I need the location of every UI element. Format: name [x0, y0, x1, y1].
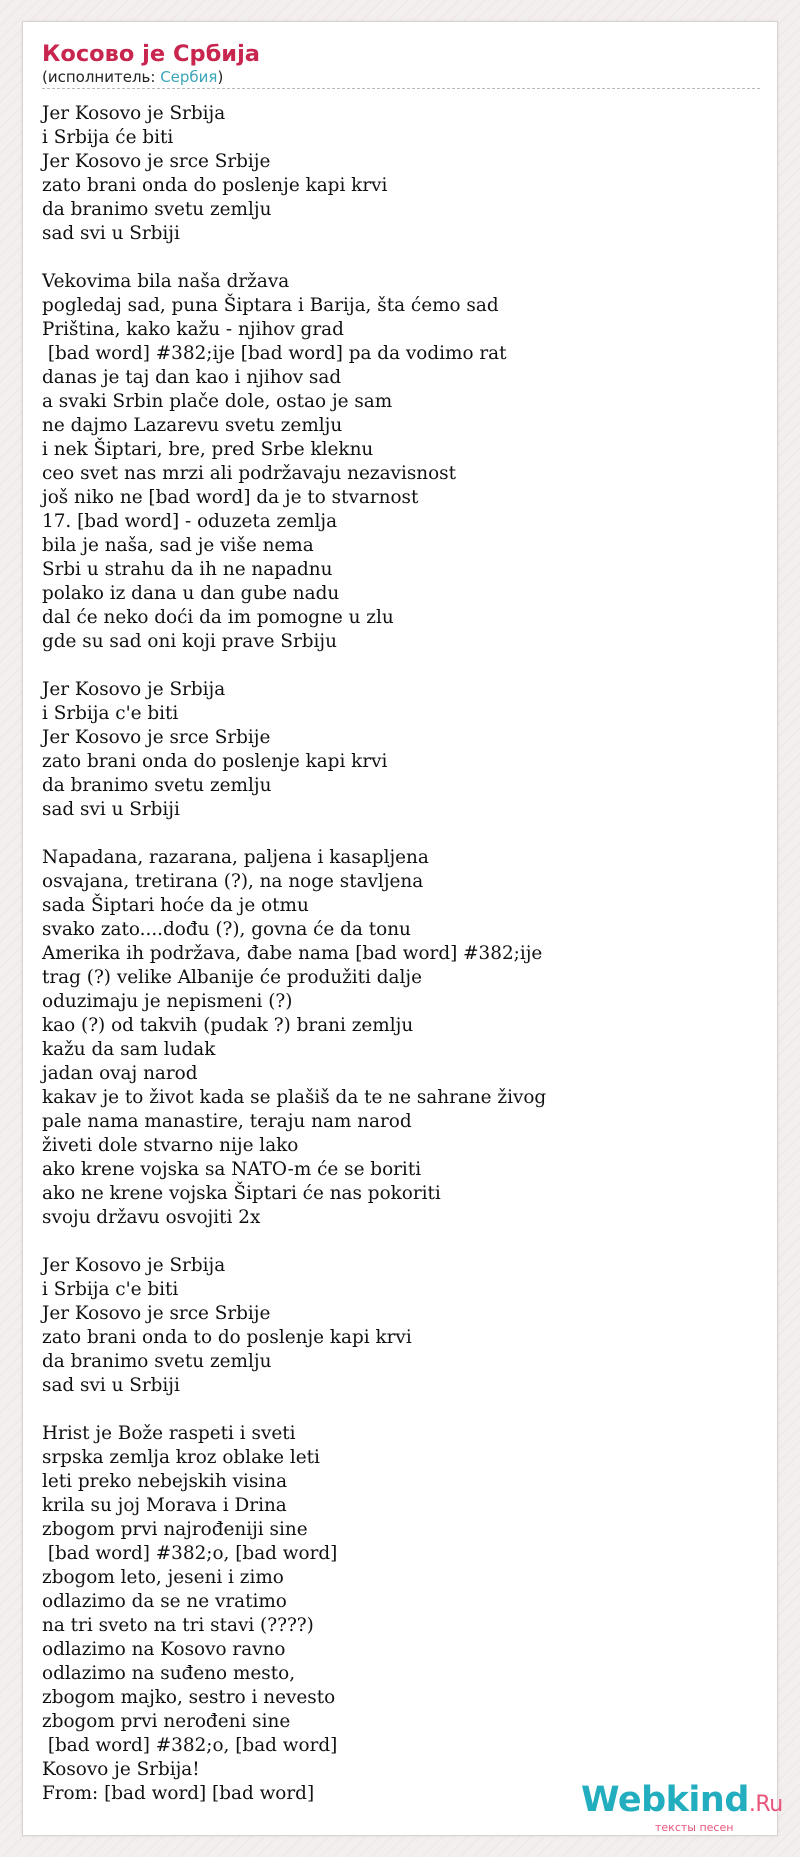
- lyrics-card: [22, 21, 783, 1836]
- webkind-watermark: [581, 1780, 783, 1834]
- song-title: Косово је Србија: [42, 41, 260, 67]
- lyric-line: sad svi u Srbiji: [42, 1375, 180, 1396]
- lyric-line: odlazimo da se ne vratimo: [42, 1591, 287, 1612]
- lyric-line: krila su joj Morava i Drina: [42, 1495, 287, 1516]
- lyric-line: sada Šiptari hoće da je otmu: [42, 895, 309, 916]
- lyric-line: zato brani onda do poslenje kapi krvi: [42, 751, 388, 772]
- lyric-line: leti preko nebejskih visina: [42, 1471, 288, 1492]
- lyric-line: odlazimo na Kosovo ravno: [42, 1639, 286, 1660]
- lyric-line: sad svi u Srbiji: [42, 223, 180, 244]
- lyric-line: 17. [bad word] - oduzeta zemlja: [42, 511, 338, 532]
- lyric-line: odlazimo na suđeno mesto,: [42, 1663, 296, 1684]
- lyric-line: na tri sveto na tri stavi (????): [42, 1615, 314, 1636]
- lyric-line: srpska zemlja kroz oblake leti: [42, 1447, 320, 1468]
- lyric-line: Jer Kosovo je srce Srbije: [42, 1303, 271, 1324]
- lyric-line: [bad word] #382;o, [bad word]: [42, 1735, 338, 1756]
- lyric-line: ceo svet nas mrzi ali podržavaju nezavisnost: [42, 463, 457, 484]
- lyric-line: kažu da sam ludak: [42, 1039, 216, 1060]
- lyric-line: gde su sad oni koji prave Srbiju: [42, 631, 337, 652]
- artist-suffix: ): [217, 68, 224, 86]
- lyric-line: Jer Kosovo je Srbija: [42, 679, 226, 700]
- lyric-line: zbogom prvi najrođeniji sine: [42, 1519, 308, 1540]
- lyric-line: i Srbija c'e biti: [42, 1279, 179, 1300]
- lyric-line: bila je naša, sad je više nema: [42, 535, 314, 556]
- lyric-line: i Srbija c'e biti: [42, 703, 179, 724]
- lyric-line: pale nama manastire, teraju nam narod: [42, 1111, 412, 1132]
- lyric-line: svako zato....dođu (?), govna će da tonu: [42, 919, 411, 940]
- lyric-line: [bad word] #382;ije [bad word] pa da vodimo rat: [42, 343, 507, 364]
- stanza-gap: [42, 1230, 762, 1254]
- lyric-line: osvajana, tretirana (?), na noge stavljena: [42, 871, 424, 892]
- lyric-line: ako krene vojska sa NATO-m će se boriti: [42, 1159, 422, 1180]
- lyrics-body: [42, 102, 762, 1806]
- lyric-line: Jer Kosovo je Srbija: [42, 103, 226, 124]
- lyric-line: a svaki Srbin plače dole, ostao je sam: [42, 391, 393, 412]
- webkind-logo: [581, 1780, 783, 1822]
- lyric-line: oduzimaju je nepismeni (?): [42, 991, 293, 1012]
- lyric-line: Jer Kosovo je Srbija: [42, 1255, 226, 1276]
- lyric-line: Napadana, razarana, paljena i kasapljena: [42, 847, 429, 868]
- webkind-tld: .Ru: [748, 1792, 783, 1817]
- lyric-line: zbogom prvi nerođeni sine: [42, 1711, 291, 1732]
- stanza-gap: [42, 1398, 762, 1422]
- lyric-line: Kosovo je Srbija!: [42, 1759, 200, 1780]
- lyric-line: zbogom leto, jeseni i zimo: [42, 1567, 284, 1588]
- lyric-line: jadan ovaj narod: [42, 1063, 198, 1084]
- stanza-gap: [42, 246, 762, 270]
- stanza-gap: [42, 654, 762, 678]
- lyric-line: Priština, kako kažu - njihov grad: [42, 319, 344, 340]
- lyric-line: polako iz dana u dan gube nadu: [42, 583, 340, 604]
- lyric-line: danas je taj dan kao i njihov sad: [42, 367, 342, 388]
- lyric-line: pogledaj sad, puna Šiptara i Barija, šta ćemo sad: [42, 295, 499, 316]
- lyric-line: Amerika ih podržava, đabe nama [bad word] #382;ije: [42, 943, 543, 964]
- lyric-line: Srbi u strahu da ih ne napadnu: [42, 559, 333, 580]
- lyric-line: i nek Šiptari, bre, pred Srbe kleknu: [42, 439, 374, 460]
- lyric-line: zbogom majko, sestro i nevesto: [42, 1687, 336, 1708]
- lyric-line: još niko ne [bad word] da je to stvarnost: [42, 487, 419, 508]
- lyric-line: sad svi u Srbiji: [42, 799, 180, 820]
- lyric-line: i Srbija će biti: [42, 127, 174, 148]
- lyric-line: zato brani onda to do poslenje kapi krvi: [42, 1327, 412, 1348]
- lyric-line: [bad word] #382;o, [bad word]: [42, 1543, 338, 1564]
- lyric-line: From: [bad word] [bad word]: [42, 1783, 315, 1804]
- song-header: [42, 40, 760, 89]
- lyric-line: da branimo svetu zemlju: [42, 775, 272, 796]
- lyric-line: ako ne krene vojska Šiptari će nas pokoriti: [42, 1183, 441, 1204]
- lyric-line: ne dajmo Lazarevu svetu zemlju: [42, 415, 343, 436]
- lyric-line: Jer Kosovo je srce Srbije: [42, 151, 271, 172]
- lyric-line: zato brani onda do poslenje kapi krvi: [42, 175, 388, 196]
- lyric-line: Jer Kosovo je srce Srbije: [42, 727, 271, 748]
- stanza-gap: [42, 822, 762, 846]
- lyric-line: da branimo svetu zemlju: [42, 199, 272, 220]
- lyric-line: Vekovima bila naša država: [42, 271, 290, 292]
- lyric-line: kao (?) od takvih (pudak ?) brani zemlju: [42, 1015, 414, 1036]
- lyric-line: dal će neko doći da im pomogne u zlu: [42, 607, 394, 628]
- artist-prefix: (исполнитель:: [42, 68, 161, 86]
- artist-link[interactable]: Сербия: [160, 68, 218, 86]
- lyric-line: da branimo svetu zemlju: [42, 1351, 272, 1372]
- lyric-line: Hrist je Bože raspeti i sveti: [42, 1423, 296, 1444]
- artist-line: [42, 68, 760, 87]
- lyric-line: živeti dole stvarno nije lako: [42, 1135, 299, 1156]
- webkind-tagline: тексты песен: [655, 1821, 734, 1834]
- webkind-brand: Webkind: [581, 1780, 749, 1820]
- lyric-line: kakav je to život kada se plašiš da te ne sahrane živog: [42, 1087, 547, 1108]
- lyric-line: svoju državu osvojiti 2x: [42, 1207, 261, 1228]
- lyric-line: trag (?) velike Albanije će produžiti dalje: [42, 967, 422, 988]
